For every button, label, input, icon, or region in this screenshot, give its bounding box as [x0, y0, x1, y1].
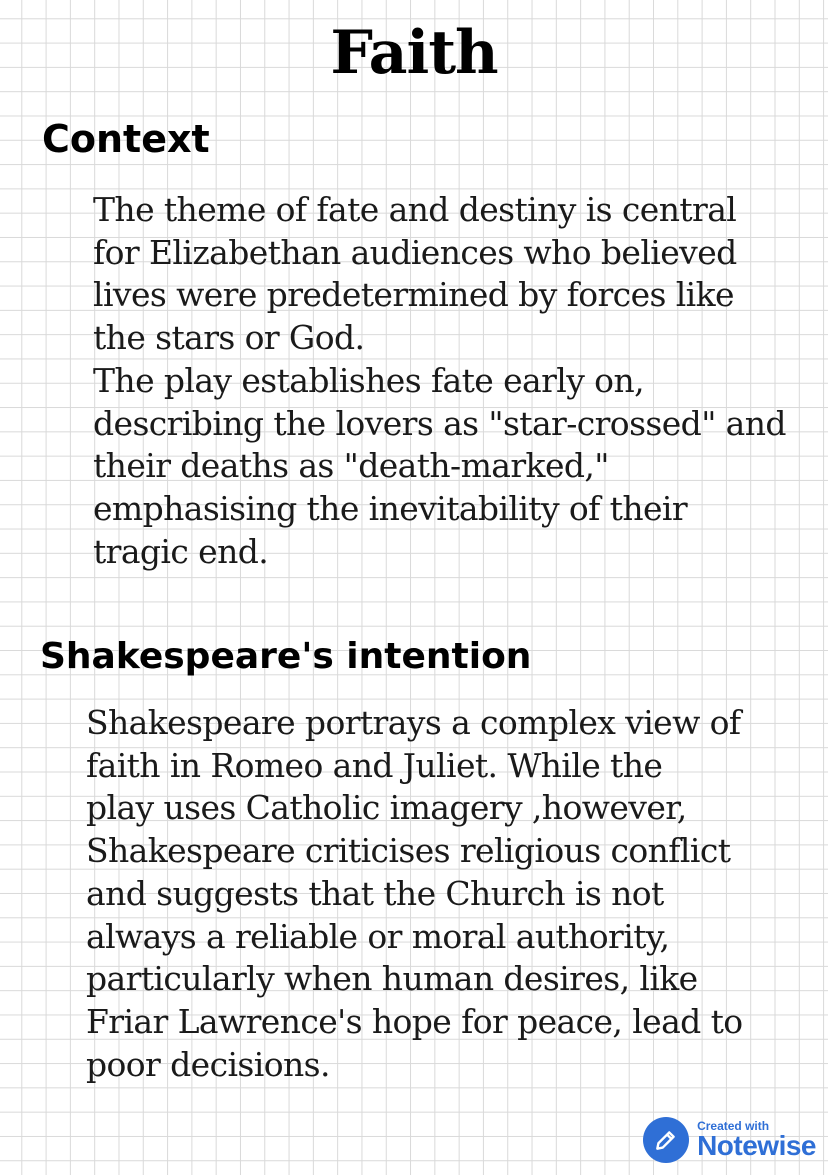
- section-heading-context: Context: [42, 117, 210, 161]
- section-body-intention: Shakespeare portrays a complex view of faith in Romeo and Juliet. While the play uses Catholic imagery ,however, Shakespeare criticises religious conflict and suggests that the Church is not always a reliable or moral authority, particularly when human desires, like Friar Lawrence's hope for peace, lead to poor decisions.: [86, 703, 743, 1084]
- section-body-context: The theme of fate and destiny is central for Elizabethan audiences who believed lives were predetermined by forces like the stars or God. The play establishes fate early on, describing the lovers as "star-crossed" and their deaths as "death-marked," emphasising the inevitability of their tragic end.: [93, 190, 786, 571]
- page-title: Faith: [330, 18, 498, 88]
- pencil-icon: [643, 1117, 689, 1163]
- badge-created-with: Created with: [697, 1119, 770, 1133]
- section-heading-intention: Shakespeare's intention: [40, 636, 532, 677]
- badge-brand-name: Notewise: [697, 1130, 816, 1161]
- notewise-badge: [643, 1117, 816, 1163]
